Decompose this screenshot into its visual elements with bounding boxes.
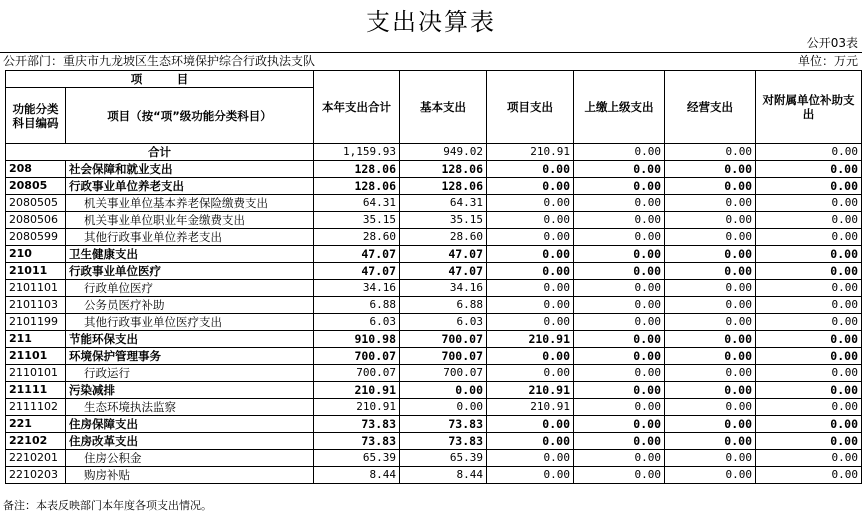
cell-basic: 128.06 [400,178,487,195]
table-row [6,433,862,450]
cell-name: 机关事业单位职业年金缴费支出 [66,212,314,229]
cell-basic: 128.06 [400,161,487,178]
cell-project: 0.00 [487,161,574,178]
cell-upper: 0.00 [574,467,665,484]
cell-subsidy: 0.00 [756,450,862,467]
cell-name: 其他行政事业单位养老支出 [66,229,314,246]
cell-project: 0.00 [487,450,574,467]
cell-business: 0.00 [665,433,756,450]
cell-code: 2080599 [6,229,66,246]
cell-name: 污染减排 [66,382,314,399]
cell-business: 0.00 [665,280,756,297]
cell-total: 700.07 [314,348,400,365]
cell-business: 0.00 [665,365,756,382]
cell-business: 0.00 [665,195,756,212]
cell-subsidy: 0.00 [756,416,862,433]
table-row [6,331,862,348]
cell-basic: 700.07 [400,331,487,348]
cell-name: 行政运行 [66,365,314,382]
footnote: 备注：本表反映部门本年度各项支出情况。 [3,499,212,512]
cell-total: 35.15 [314,212,400,229]
cell-name: 公务员医疗补助 [66,297,314,314]
cell-basic: 8.44 [400,467,487,484]
cell-name: 住房改革支出 [66,433,314,450]
table-row [6,314,862,331]
header-subsidy: 对附属单位补助支出 [756,71,862,144]
cell-total: 910.98 [314,331,400,348]
cell-subsidy: 0.00 [756,263,862,280]
expenditure-table [5,70,862,484]
header-basic: 基本支出 [400,71,487,144]
cell-total: 128.06 [314,178,400,195]
cell-upper: 0.00 [574,280,665,297]
cell-project: 0.00 [487,365,574,382]
cell-basic: 6.03 [400,314,487,331]
cell-code: 20805 [6,178,66,195]
cell-total: 210.91 [314,382,400,399]
cell-project: 0.00 [487,297,574,314]
table-row [6,365,862,382]
form-number: 公开03表 [806,36,858,50]
cell-code: 208 [6,161,66,178]
cell-name: 行政事业单位养老支出 [66,178,314,195]
cell-subsidy: 0.00 [756,467,862,484]
cell-code: 2210201 [6,450,66,467]
cell-upper: 0.00 [574,246,665,263]
cell-subsidy: 0.00 [756,382,862,399]
cell-total: 128.06 [314,161,400,178]
header-total: 本年支出合计 [314,71,400,144]
cell-code: 2080506 [6,212,66,229]
cell-total: 64.31 [314,195,400,212]
cell-basic: 700.07 [400,348,487,365]
cell-basic: 6.88 [400,297,487,314]
cell-subsidy: 0.00 [756,229,862,246]
cell-subsidy: 0.00 [756,399,862,416]
cell-upper: 0.00 [574,229,665,246]
cell-upper: 0.00 [574,161,665,178]
cell-total: 34.16 [314,280,400,297]
total-project: 210.91 [487,144,574,161]
cell-code: 21111 [6,382,66,399]
cell-name: 住房保障支出 [66,416,314,433]
cell-business: 0.00 [665,229,756,246]
total-basic: 949.02 [400,144,487,161]
table-row [6,450,862,467]
cell-basic: 73.83 [400,416,487,433]
cell-code: 2111102 [6,399,66,416]
header-business: 经营支出 [665,71,756,144]
cell-basic: 73.83 [400,433,487,450]
cell-basic: 28.60 [400,229,487,246]
total-business: 0.00 [665,144,756,161]
cell-project: 0.00 [487,314,574,331]
cell-business: 0.00 [665,467,756,484]
cell-total: 73.83 [314,416,400,433]
cell-project: 0.00 [487,263,574,280]
cell-basic: 700.07 [400,365,487,382]
cell-code: 2101103 [6,297,66,314]
cell-upper: 0.00 [574,450,665,467]
cell-subsidy: 0.00 [756,178,862,195]
table-row [6,280,862,297]
cell-code: 221 [6,416,66,433]
cell-project: 0.00 [487,416,574,433]
cell-project: 0.00 [487,178,574,195]
cell-subsidy: 0.00 [756,365,862,382]
cell-subsidy: 0.00 [756,297,862,314]
cell-basic: 47.07 [400,246,487,263]
cell-project: 0.00 [487,212,574,229]
cell-name: 住房公积金 [66,450,314,467]
header-name: 项目（按“项”级功能分类科目） [66,88,314,144]
cell-business: 0.00 [665,178,756,195]
cell-project: 0.00 [487,246,574,263]
cell-code: 2101199 [6,314,66,331]
total-label: 合计 [6,144,314,161]
cell-name: 行政事业单位医疗 [66,263,314,280]
header-upper: 上缴上级支出 [574,71,665,144]
cell-business: 0.00 [665,348,756,365]
cell-business: 0.00 [665,399,756,416]
table-row [6,416,862,433]
cell-total: 47.07 [314,263,400,280]
cell-code: 2080505 [6,195,66,212]
cell-total: 6.88 [314,297,400,314]
cell-total: 210.91 [314,399,400,416]
cell-project: 0.00 [487,280,574,297]
cell-basic: 64.31 [400,195,487,212]
cell-business: 0.00 [665,331,756,348]
cell-basic: 65.39 [400,450,487,467]
header-item-group: 项 目 [6,71,314,88]
cell-subsidy: 0.00 [756,348,862,365]
cell-upper: 0.00 [574,416,665,433]
cell-name: 购房补贴 [66,467,314,484]
table-row [6,263,862,280]
cell-name: 其他行政事业单位医疗支出 [66,314,314,331]
cell-total: 6.03 [314,314,400,331]
cell-subsidy: 0.00 [756,314,862,331]
cell-upper: 0.00 [574,365,665,382]
cell-project: 0.00 [487,348,574,365]
cell-upper: 0.00 [574,348,665,365]
cell-code: 22102 [6,433,66,450]
cell-code: 21101 [6,348,66,365]
cell-upper: 0.00 [574,297,665,314]
cell-upper: 0.00 [574,433,665,450]
cell-subsidy: 0.00 [756,212,862,229]
cell-name: 生态环境执法监察 [66,399,314,416]
table-row [6,467,862,484]
cell-basic: 35.15 [400,212,487,229]
cell-subsidy: 0.00 [756,433,862,450]
cell-code: 21011 [6,263,66,280]
cell-total: 28.60 [314,229,400,246]
header-code: 功能分类科目编码 [6,88,66,144]
unit-label: 单位：万元 [797,54,858,68]
table-row [6,246,862,263]
cell-basic: 47.07 [400,263,487,280]
cell-project: 0.00 [487,467,574,484]
cell-name: 卫生健康支出 [66,246,314,263]
cell-name: 行政单位医疗 [66,280,314,297]
cell-subsidy: 0.00 [756,246,862,263]
cell-business: 0.00 [665,314,756,331]
cell-business: 0.00 [665,263,756,280]
cell-name: 节能环保支出 [66,331,314,348]
cell-name: 机关事业单位基本养老保险缴费支出 [66,195,314,212]
cell-basic: 0.00 [400,399,487,416]
cell-business: 0.00 [665,382,756,399]
cell-code: 2101101 [6,280,66,297]
cell-total: 47.07 [314,246,400,263]
cell-business: 0.00 [665,161,756,178]
cell-total: 73.83 [314,433,400,450]
total-total: 1,159.93 [314,144,400,161]
cell-total: 65.39 [314,450,400,467]
cell-subsidy: 0.00 [756,195,862,212]
cell-upper: 0.00 [574,314,665,331]
cell-name: 社会保障和就业支出 [66,161,314,178]
cell-upper: 0.00 [574,382,665,399]
cell-project: 210.91 [487,382,574,399]
department-name: 公开部门：重庆市九龙坡区生态环境保护综合行政执法支队 [3,54,316,68]
cell-business: 0.00 [665,246,756,263]
cell-upper: 0.00 [574,331,665,348]
cell-subsidy: 0.00 [756,161,862,178]
table-row [6,195,862,212]
total-subsidy: 0.00 [756,144,862,161]
cell-code: 210 [6,246,66,263]
cell-project: 210.91 [487,399,574,416]
cell-code: 2110101 [6,365,66,382]
table-row [6,399,862,416]
cell-upper: 0.00 [574,263,665,280]
cell-upper: 0.00 [574,195,665,212]
cell-total: 8.44 [314,467,400,484]
table-row [6,212,862,229]
cell-subsidy: 0.00 [756,280,862,297]
table-row [6,382,862,399]
cell-basic: 34.16 [400,280,487,297]
table-row [6,229,862,246]
cell-business: 0.00 [665,416,756,433]
cell-upper: 0.00 [574,178,665,195]
cell-project: 0.00 [487,433,574,450]
cell-name: 环境保护管理事务 [66,348,314,365]
cell-project: 0.00 [487,229,574,246]
cell-code: 211 [6,331,66,348]
table-row [6,297,862,314]
table-row [6,161,862,178]
table-row [6,348,862,365]
total-row [6,144,862,161]
cell-business: 0.00 [665,212,756,229]
table-row [6,178,862,195]
cell-subsidy: 0.00 [756,331,862,348]
cell-total: 700.07 [314,365,400,382]
cell-business: 0.00 [665,297,756,314]
cell-project: 0.00 [487,195,574,212]
page-title: 支出决算表 [366,8,496,36]
cell-upper: 0.00 [574,212,665,229]
department-row [0,52,862,70]
cell-upper: 0.00 [574,399,665,416]
cell-code: 2210203 [6,467,66,484]
cell-business: 0.00 [665,450,756,467]
header-project: 项目支出 [487,71,574,144]
cell-project: 210.91 [487,331,574,348]
cell-basic: 0.00 [400,382,487,399]
total-upper: 0.00 [574,144,665,161]
